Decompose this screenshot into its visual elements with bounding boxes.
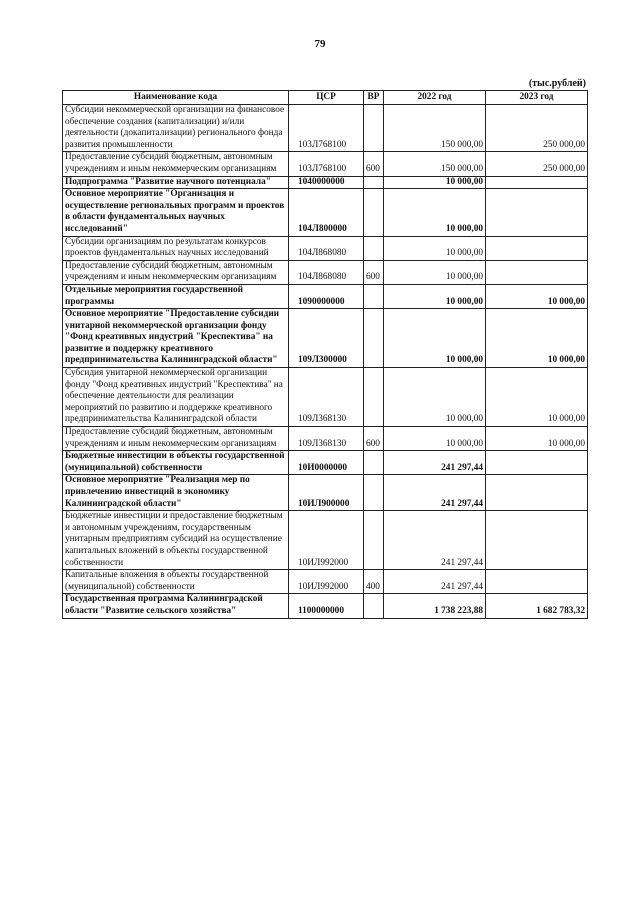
cell-name: Субсидия унитарной некоммерческой организации фонду "Фонд креативных индустрий "Креспектива" на обеспечение деятельности для реализации мероприятий по развитию и поддержке креативного предпринимательства Калининградской области xyxy=(63,368,289,427)
cell-name: Государственная программа Калининградской области "Развитие сельского хозяйства" xyxy=(63,594,289,618)
cell-vr xyxy=(364,284,384,308)
cell-2022: 241 297,44 xyxy=(384,475,486,511)
cell-2023 xyxy=(486,176,588,189)
header-csr: ЦСР xyxy=(289,91,364,105)
cell-csr: 103Л768100 xyxy=(289,152,364,176)
cell-2023 xyxy=(486,236,588,260)
table-row xyxy=(63,451,588,475)
table-body xyxy=(63,105,588,619)
units-note: (тыс.рублей) xyxy=(528,78,586,89)
cell-vr xyxy=(364,309,384,368)
cell-2022: 241 297,44 xyxy=(384,570,486,594)
cell-2022: 10 000,00 xyxy=(384,189,486,236)
cell-csr: 10ИЛ992000 xyxy=(289,570,364,594)
cell-name: Бюджетные инвестиции и предоставление бюджетным и автономным учреждениям, государственным унитарным предприятиям субсидий на осуществление капитальных вложений в объекты государственной собственности xyxy=(63,511,289,570)
cell-2023 xyxy=(486,260,588,284)
cell-name: Отдельные мероприятия государственной программы xyxy=(63,284,289,308)
header-vr: ВР xyxy=(364,91,384,105)
table-row xyxy=(63,427,588,451)
table-row xyxy=(63,236,588,260)
cell-2023 xyxy=(486,475,588,511)
cell-2022: 150 000,00 xyxy=(384,105,486,152)
budget-table xyxy=(62,90,588,619)
cell-name: Предоставление субсидий бюджетным, автономным учреждениям и иным некоммерческим организациям xyxy=(63,427,289,451)
cell-csr: 109Л300000 xyxy=(289,309,364,368)
cell-vr xyxy=(364,475,384,511)
cell-2022: 150 000,00 xyxy=(384,152,486,176)
cell-vr xyxy=(364,105,384,152)
cell-csr: 104Л800000 xyxy=(289,189,364,236)
cell-2022: 241 297,44 xyxy=(384,511,486,570)
cell-2023: 10 000,00 xyxy=(486,368,588,427)
cell-2023: 250 000,00 xyxy=(486,105,588,152)
cell-2022: 10 000,00 xyxy=(384,368,486,427)
table-row xyxy=(63,594,588,618)
cell-2023: 250 000,00 xyxy=(486,152,588,176)
cell-vr xyxy=(364,176,384,189)
cell-name: Подпрограмма "Развитие научного потенциала" xyxy=(63,176,289,189)
cell-csr: 10И0000000 xyxy=(289,451,364,475)
cell-2023 xyxy=(486,511,588,570)
cell-vr: 600 xyxy=(364,152,384,176)
cell-csr: 104Л868080 xyxy=(289,236,364,260)
cell-name: Бюджетные инвестиции в объекты государственной (муниципальной) собственности xyxy=(63,451,289,475)
table-row xyxy=(63,511,588,570)
cell-2022: 10 000,00 xyxy=(384,260,486,284)
table-row xyxy=(63,309,588,368)
cell-vr xyxy=(364,236,384,260)
cell-2022: 1 738 223,88 xyxy=(384,594,486,618)
cell-2022: 10 000,00 xyxy=(384,176,486,189)
header-2022: 2022 год xyxy=(384,91,486,105)
cell-name: Капитальные вложения в объекты государственной (муниципальной) собственности xyxy=(63,570,289,594)
cell-vr: 600 xyxy=(364,260,384,284)
cell-csr: 104Л868080 xyxy=(289,260,364,284)
cell-2023 xyxy=(486,570,588,594)
cell-2023 xyxy=(486,451,588,475)
page-number: 79 xyxy=(314,38,326,50)
cell-2023 xyxy=(486,189,588,236)
cell-name: Предоставление субсидий бюджетным, автономным учреждениям и иным некоммерческим организациям xyxy=(63,152,289,176)
cell-vr xyxy=(364,189,384,236)
cell-vr xyxy=(364,368,384,427)
cell-2022: 241 297,44 xyxy=(384,451,486,475)
cell-vr xyxy=(364,594,384,618)
table-row xyxy=(63,570,588,594)
cell-vr: 400 xyxy=(364,570,384,594)
cell-name: Основное мероприятие "Организация и осуществление региональных программ и проектов в области фундаментальных научных исследований" xyxy=(63,189,289,236)
cell-csr: 1040000000 xyxy=(289,176,364,189)
header-2023: 2023 год xyxy=(486,91,588,105)
cell-2022: 10 000,00 xyxy=(384,309,486,368)
cell-2023: 10 000,00 xyxy=(486,284,588,308)
cell-csr: 109Л368130 xyxy=(289,427,364,451)
cell-csr: 103Л768100 xyxy=(289,105,364,152)
cell-csr: 1090000000 xyxy=(289,284,364,308)
cell-csr: 10ИЛ992000 xyxy=(289,511,364,570)
cell-2023: 10 000,00 xyxy=(486,427,588,451)
table-row xyxy=(63,475,588,511)
table-row xyxy=(63,284,588,308)
table-row xyxy=(63,368,588,427)
cell-2022: 10 000,00 xyxy=(384,427,486,451)
cell-name: Основное мероприятие "Реализация мер по привлечению инвестиций в экономику Калининградской области" xyxy=(63,475,289,511)
cell-csr: 109Л368130 xyxy=(289,368,364,427)
cell-2023: 10 000,00 xyxy=(486,309,588,368)
table-row xyxy=(63,152,588,176)
cell-csr: 10ИЛ900000 xyxy=(289,475,364,511)
cell-2023: 1 682 783,32 xyxy=(486,594,588,618)
cell-2022: 10 000,00 xyxy=(384,284,486,308)
cell-vr: 600 xyxy=(364,427,384,451)
cell-name: Субсидии организациям по результатам конкурсов проектов фундаментальных научных исследований xyxy=(63,236,289,260)
cell-name: Предоставление субсидий бюджетным, автономным учреждениям и иным некоммерческим организациям xyxy=(63,260,289,284)
table-row xyxy=(63,260,588,284)
cell-2022: 10 000,00 xyxy=(384,236,486,260)
table-row xyxy=(63,189,588,236)
table-row xyxy=(63,105,588,152)
cell-name: Основное мероприятие "Предоставление субсидии унитарной некоммерческой организации фонду "Фонд креативных индустрий "Креспектива" на развитие и поддержку креативного предпринимательства Калининградской области" xyxy=(63,309,289,368)
cell-name: Субсидии некоммерческой организации на финансовое обеспечение создания (капитализации) и/или деятельности (докапитализации) регионального фонда развития промышленности xyxy=(63,105,289,152)
table-header-row xyxy=(63,91,588,105)
header-name: Наименование кода xyxy=(63,91,289,105)
cell-csr: 1100000000 xyxy=(289,594,364,618)
cell-vr xyxy=(364,511,384,570)
table-row xyxy=(63,176,588,189)
cell-vr xyxy=(364,451,384,475)
